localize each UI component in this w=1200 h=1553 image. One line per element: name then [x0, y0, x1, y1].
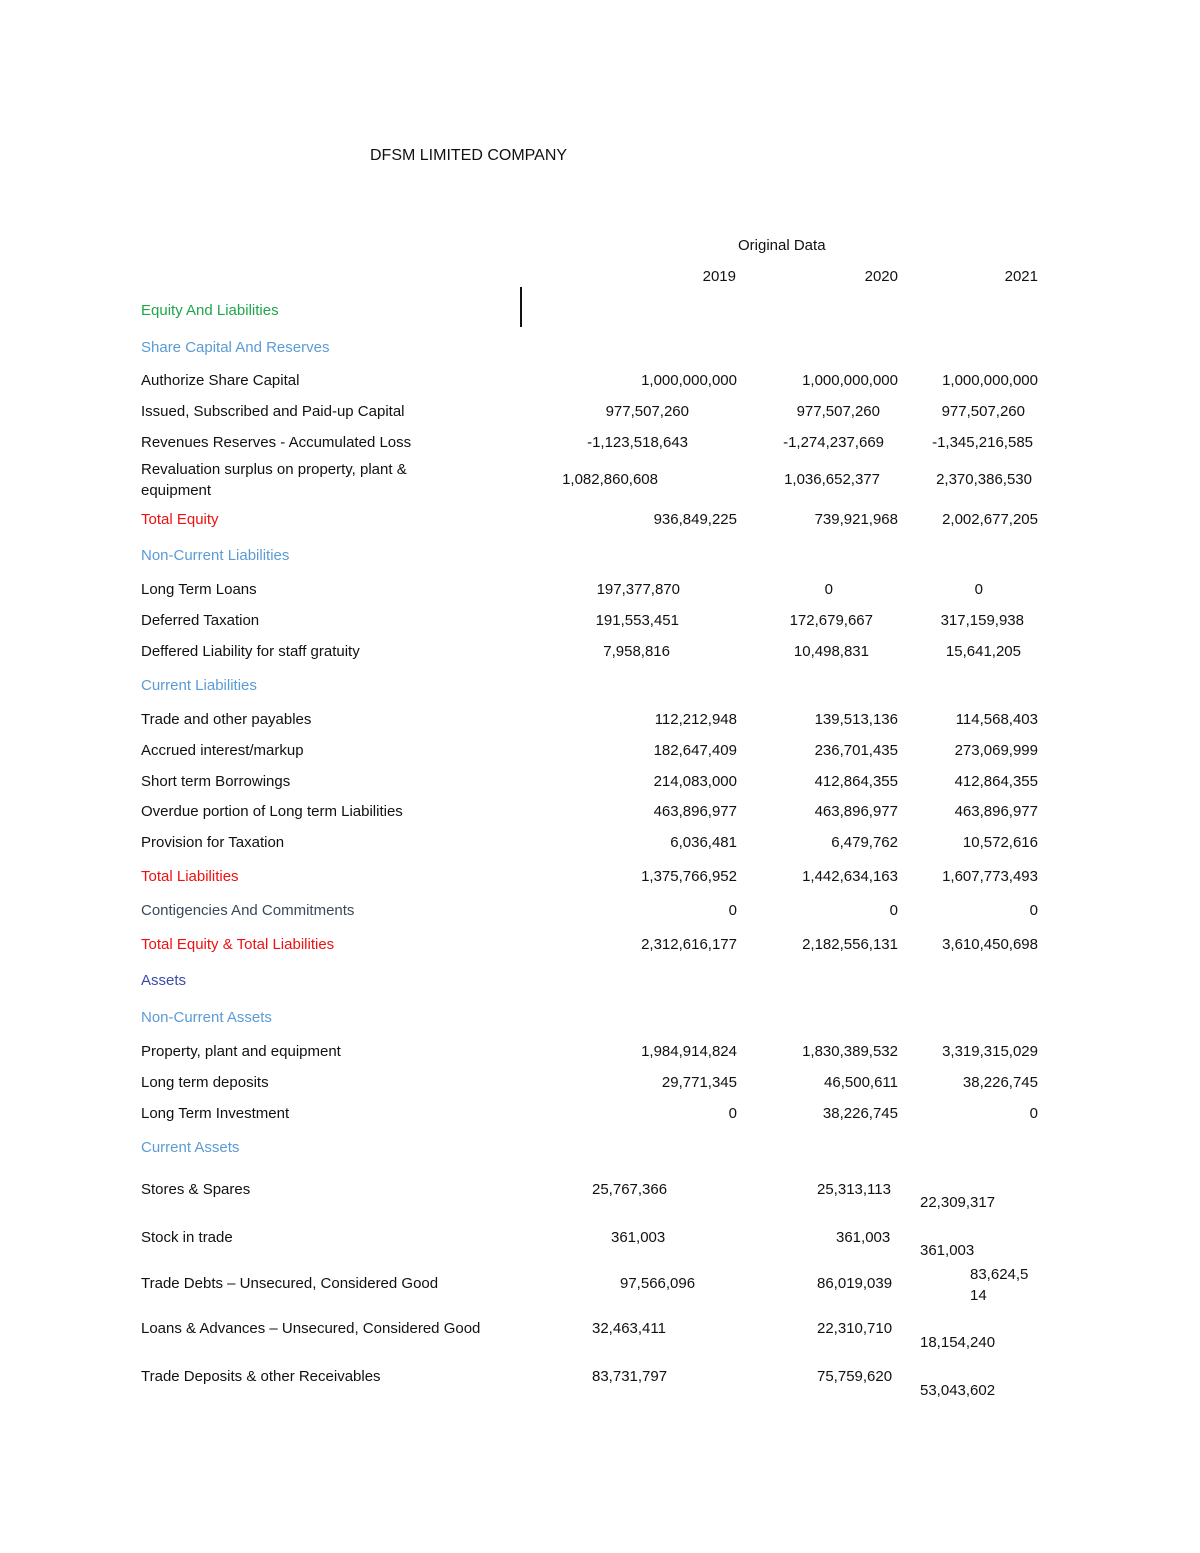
cell-2020: 463,896,977 [814, 803, 898, 820]
row-label-total-equity: Total Equity [141, 511, 219, 528]
cell-2019: -1,123,518,643 [587, 434, 688, 451]
cell-2019: 197,377,870 [596, 581, 680, 598]
cell-2020: 6,479,762 [831, 834, 898, 851]
cell-2021: 3,610,450,698 [942, 936, 1038, 953]
cell-2020: 2,182,556,131 [802, 936, 898, 953]
cell-2019: 1,000,000,000 [641, 372, 737, 389]
cell-2020: 86,019,039 [817, 1275, 893, 1292]
section-non-current-liabilities: Non-Current Liabilities [141, 547, 290, 564]
cell-2019: 0 [728, 1105, 737, 1122]
cell-2019: 6,036,481 [670, 834, 737, 851]
cell-2021: 38,226,745 [962, 1074, 1038, 1091]
cell-2019: 83,731,797 [592, 1368, 668, 1385]
cell-2021: 15,641,205 [945, 643, 1021, 660]
row-label-total-liabilities: Total Liabilities [141, 868, 239, 885]
cell-2019: 32,463,411 [592, 1320, 666, 1337]
cell-2020: 22,310,710 [817, 1320, 893, 1337]
cell-2019: 977,507,260 [605, 403, 689, 420]
cell-2021: 412,864,355 [954, 773, 1038, 790]
cell-2019: 936,849,225 [653, 511, 737, 528]
cell-2020: 1,000,000,000 [802, 372, 898, 389]
cell-2020: 1,442,634,163 [802, 868, 898, 885]
cell-2020: 10,498,831 [793, 643, 869, 660]
row-label: Deffered Liability for staff gratuity [141, 643, 360, 660]
row-label: Issued, Subscribed and Paid-up Capital [141, 403, 405, 420]
row-label: Stores & Spares [141, 1181, 251, 1198]
cell-2021: 2,002,677,205 [942, 511, 1038, 528]
row-label: Contigencies And Commitments [141, 902, 355, 919]
cell-2021: 1,000,000,000 [942, 372, 1038, 389]
row-label: Long Term Loans [141, 581, 257, 598]
cell-2019: 1,082,860,608 [562, 471, 658, 488]
cell-2020: 236,701,435 [814, 742, 898, 759]
cell-2019: 1,375,766,952 [641, 868, 737, 885]
cell-2019: 25,767,366 [592, 1181, 668, 1198]
section-assets: Assets [141, 972, 187, 989]
row-label: Trade Debts – Unsecured, Considered Good [141, 1275, 439, 1292]
cell-2021: 3,319,315,029 [942, 1043, 1038, 1060]
cell-2019: 191,553,451 [595, 612, 679, 629]
row-label: Overdue portion of Long term Liabilities [141, 803, 403, 820]
row-label: Long Term Investment [141, 1105, 290, 1122]
row-label: Stock in trade [141, 1229, 233, 1246]
row-label: Long term deposits [141, 1074, 269, 1091]
cell-2019: 214,083,000 [653, 773, 737, 790]
cell-2020: 46,500,611 [824, 1074, 898, 1091]
cell-2019: 463,896,977 [653, 803, 737, 820]
cell-2020: 25,313,113 [817, 1181, 891, 1198]
cell-2021: 273,069,999 [954, 742, 1038, 759]
cell-2019: 0 [728, 902, 737, 919]
row-label: Revaluation surplus on property, plant & equipment [141, 461, 407, 499]
row-label: Revenues Reserves - Accumulated Loss [141, 434, 412, 451]
cell-2021: 463,896,977 [954, 803, 1038, 820]
cell-2021: 10,572,616 [962, 834, 1038, 851]
cell-2020: 75,759,620 [817, 1368, 893, 1385]
cell-2021: 83,624,5 14 [970, 1266, 1029, 1304]
cell-2019: 7,958,816 [603, 643, 670, 660]
cell-2019: 112,212,948 [654, 711, 737, 728]
cell-2021: 361,003 [920, 1242, 975, 1259]
cell-2020: 139,513,136 [814, 711, 898, 728]
cell-2021: 977,507,260 [941, 403, 1025, 420]
cell-2019: 182,647,409 [653, 742, 737, 759]
cell-2021: 22,309,317 [920, 1194, 996, 1211]
cell-2019: 2,312,616,177 [641, 936, 737, 953]
section-share-capital: Share Capital And Reserves [141, 339, 330, 356]
cell-2021: 114,568,403 [955, 711, 1038, 728]
cell-2020: 38,226,745 [822, 1105, 898, 1122]
cell-2019: 29,771,345 [661, 1074, 737, 1091]
cell-2021: 1,607,773,493 [942, 868, 1038, 885]
cell-2020: 739,921,968 [814, 511, 898, 528]
section-current-assets: Current Assets [141, 1139, 240, 1156]
cell-2020: 172,679,667 [789, 612, 873, 629]
cell-2021: 2,370,386,530 [936, 471, 1032, 488]
cell-2020: 361,003 [836, 1229, 891, 1246]
page-title: DFSM LIMITED COMPANY [370, 147, 568, 164]
cell-2021: 0 [1029, 1105, 1038, 1122]
cell-2021: 0 [974, 581, 983, 598]
row-label: Property, plant and equipment [141, 1043, 341, 1060]
row-label: Trade and other payables [141, 711, 312, 728]
cell-2019: 361,003 [611, 1229, 666, 1246]
cell-2020: 1,830,389,532 [802, 1043, 898, 1060]
year-header-2021: 2021 [1004, 268, 1038, 285]
row-label: Accrued interest/markup [141, 742, 304, 759]
cell-2021: 53,043,602 [920, 1382, 996, 1399]
cell-2020: 0 [889, 902, 898, 919]
row-label-total-equity-liabilities: Total Equity & Total Liabilities [141, 936, 335, 953]
year-header-2020: 2020 [864, 268, 898, 285]
cell-2021: 317,159,938 [940, 612, 1024, 629]
cell-2020: 0 [824, 581, 833, 598]
cell-2019: 1,984,914,824 [641, 1043, 737, 1060]
row-label: Trade Deposits & other Receivables [141, 1368, 381, 1385]
section-non-current-assets: Non-Current Assets [141, 1009, 272, 1026]
row-label: Deferred Taxation [141, 612, 260, 629]
row-label: Loans & Advances – Unsecured, Considered Good [141, 1320, 481, 1337]
section-current-liabilities: Current Liabilities [141, 677, 257, 694]
row-label: Provision for Taxation [141, 834, 285, 851]
row-label: Short term Borrowings [141, 773, 291, 790]
year-header-2019: 2019 [702, 268, 736, 285]
cell-2020: 977,507,260 [796, 403, 880, 420]
cell-2021: 0 [1029, 902, 1038, 919]
cell-2020: 412,864,355 [814, 773, 898, 790]
text-cursor [520, 287, 522, 327]
column-group-header: Original Data [738, 237, 826, 254]
cell-2021: 18,154,240 [920, 1334, 996, 1351]
cell-2019: 97,566,096 [620, 1275, 696, 1292]
cell-2020: -1,274,237,669 [783, 434, 884, 451]
cell-2020: 1,036,652,377 [784, 471, 880, 488]
section-equity-liabilities: Equity And Liabilities [141, 302, 279, 319]
row-label: Authorize Share Capital [141, 372, 300, 389]
cell-2021: -1,345,216,585 [932, 434, 1033, 451]
